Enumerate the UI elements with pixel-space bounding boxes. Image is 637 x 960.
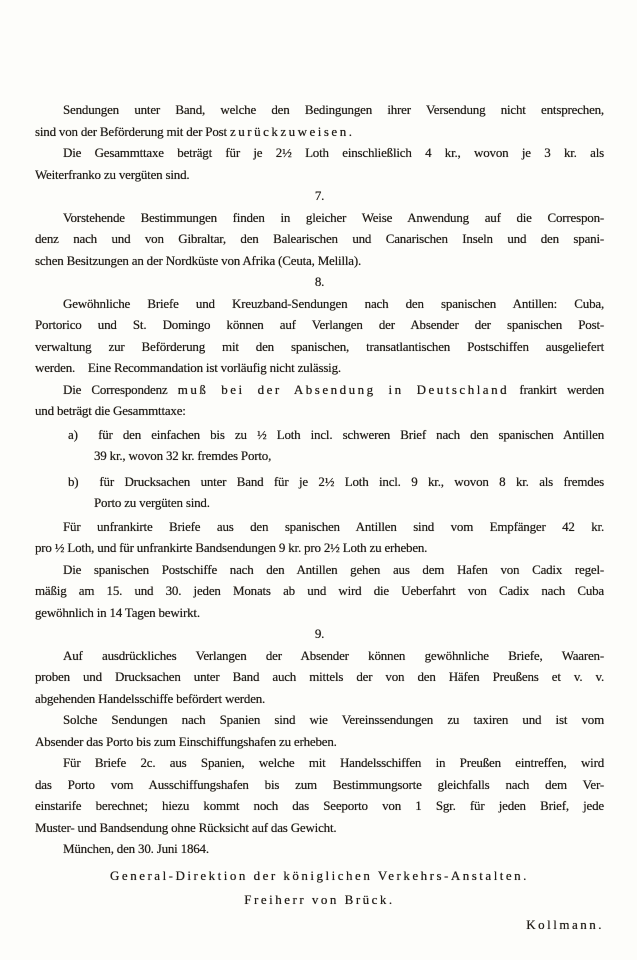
text-segment: Für Briefe 2c. aus Spanien, welche mit Handelsschiffen in Preußen eintreffen, wird <box>63 755 604 770</box>
text-segment: Absender das Porto bis zum Einschiffungshafen zu erheben. <box>35 733 337 749</box>
para-frankatur <box>35 379 604 422</box>
signature-countersign <box>35 914 604 936</box>
para-antillen <box>35 293 604 379</box>
text-line <box>35 492 604 514</box>
text-line <box>35 336 604 358</box>
text-segment: Die Gesammttaxe beträgt für je 2½ Loth einschließlich 4 kr., wovon je 3 kr. als <box>63 145 604 160</box>
letterspaced-text: Freiherr von Brück. <box>244 892 395 907</box>
text-segment: 9. <box>314 626 325 641</box>
text-line <box>35 471 604 493</box>
text-line <box>35 537 604 559</box>
text-segment: Solche Sendungen nach Spanien sind wie Vereinssendungen zu taxiren und ist vom <box>63 712 604 727</box>
heading-section-9 <box>35 623 604 645</box>
text-segment: pro ½ Loth, und für unfrankirte Bandsendungen 9 kr. pro 2½ Loth zu erheben. <box>35 540 428 555</box>
text-segment: werden. Eine Recommandation ist vorläufig nicht zulässig. <box>35 360 341 375</box>
text-line <box>35 314 604 336</box>
text-line <box>35 817 604 839</box>
text-line <box>35 731 604 753</box>
text-line <box>35 688 604 710</box>
document-body <box>35 0 604 935</box>
text-segment: denz nach und von Gibraltar, den Balearischen und Canarischen Inseln und den spani- <box>35 231 604 246</box>
text-segment: abgehenden Handelsschiffe befördert werden. <box>35 690 266 706</box>
text-segment: frankirt werden <box>509 381 604 397</box>
text-segment: Portorico und St. Domingo können auf Verlangen der Absender der spanischen Post- <box>35 317 604 332</box>
text-line <box>35 559 604 581</box>
text-line <box>35 207 604 229</box>
text-line <box>35 666 604 688</box>
text-segment: das Porto vom Ausschiffungshafen bis zum Bestimmungsorte gleichfalls nach dem Ver- <box>35 776 604 792</box>
text-line <box>35 400 604 422</box>
text-line <box>35 645 604 667</box>
letterspaced-text: muß bei der Absendung in Deutschland <box>177 381 510 397</box>
text-segment: mäßig am 15. und 30. jeden Monats ab und wird die Ueberfahrt von Cadix nach Cuba <box>35 583 604 598</box>
para-gibraltar <box>35 207 604 272</box>
letterspaced-text: General-Direktion der königlichen Verkehrs-Anstalten. <box>110 867 529 883</box>
text-segment: Für unfrankirte Briefe aus den spanischen Antillen sind vom Empfänger 42 kr. <box>63 518 604 534</box>
text-segment: Weiterfranko zu vergüten sind. <box>35 166 190 182</box>
text-segment: Gewöhnliche Briefe und Kreuzband-Sendungen nach den spanischen Antillen: Cuba, <box>63 295 604 311</box>
text-line <box>35 293 604 315</box>
text-line <box>35 357 604 379</box>
heading-section-7 <box>35 185 604 207</box>
text-line <box>35 838 604 860</box>
text-line <box>35 914 604 936</box>
para-gesammttaxe <box>35 142 604 185</box>
text-line <box>35 121 604 143</box>
heading-section-8 <box>35 271 604 293</box>
para-band-rueckweisung <box>35 99 604 142</box>
signature-authority <box>35 865 604 887</box>
text-line <box>35 709 604 731</box>
text-segment: Die Correspondenz <box>63 381 178 397</box>
text-segment: 8. <box>314 274 325 289</box>
text-segment: und beträgt die Gesammttaxe: <box>35 403 186 418</box>
text-line <box>35 185 604 207</box>
text-segment: b) für Drucksachen unter Band für je 2½ Loth incl. 9 kr., wovon 8 kr. als fremdes <box>68 473 604 489</box>
text-segment: Porto zu vergüten sind. <box>94 495 210 510</box>
text-line <box>35 795 604 817</box>
text-segment: . <box>348 123 352 139</box>
text-line <box>35 445 604 467</box>
text-segment: Die spanischen Postschiffe nach den Antillen gehen aus dem Hafen von Cadix regel- <box>63 561 604 577</box>
text-line <box>35 774 604 796</box>
text-line <box>35 164 604 186</box>
letterspaced-text: Kollmann. <box>526 916 604 932</box>
text-line <box>35 424 604 446</box>
para-postschiffe-cadix <box>35 559 604 624</box>
para-handelsschiffe <box>35 645 604 710</box>
text-segment: Vorstehende Bestimmungen finden in gleicher Weise Anwendung auf die Correspon- <box>63 209 604 225</box>
text-segment: gewöhnlich in 14 Tagen bewirkt. <box>35 604 200 620</box>
text-line <box>35 889 604 911</box>
text-segment: 39 kr., wovon 32 kr. fremdes Porto, <box>94 448 272 463</box>
text-segment: Sendungen unter Band, welche den Bedingungen ihrer Versendung nicht entsprechen, <box>63 102 604 117</box>
text-segment: verwaltung zur Beförderung mit den spanischen, transatlantischen Postschiffen ausgeliefert <box>35 338 604 354</box>
letterspaced-text: zurückzuweisen <box>229 123 349 139</box>
text-line <box>35 865 604 887</box>
list-item-a <box>35 424 604 467</box>
text-line <box>35 623 604 645</box>
text-segment: München, den 30. Juni 1864. <box>63 841 209 856</box>
dateline <box>35 838 604 860</box>
text-segment: schen Besitzungen an der Nordküste von Afrika (Ceuta, Melilla). <box>35 252 362 268</box>
signature-name <box>35 889 604 911</box>
text-line <box>35 142 604 164</box>
text-segment: Auf ausdrückliches Verlangen der Absender können gewöhnliche Briefe, Waaren- <box>63 647 604 663</box>
text-line <box>35 752 604 774</box>
para-vereinssendungen <box>35 709 604 752</box>
text-line <box>35 99 604 121</box>
text-line <box>35 250 604 272</box>
text-line <box>35 516 604 538</box>
para-seeporto <box>35 752 604 838</box>
text-segment: Muster- und Bandsendung ohne Rücksicht auf das Gewicht. <box>35 819 337 835</box>
text-line <box>35 580 604 602</box>
text-segment: 7. <box>314 188 325 203</box>
text-segment: einstarife berechnet; hiezu kommt noch das Seeporto von 1 Sgr. für jeden Brief, jede <box>35 798 604 813</box>
text-line <box>35 271 604 293</box>
text-line <box>35 602 604 624</box>
para-unfrankirte <box>35 516 604 559</box>
text-line <box>35 379 604 401</box>
text-segment: a) für den einfachen bis zu ½ Loth incl. schweren Brief nach den spanischen Antillen <box>68 426 604 442</box>
text-segment: sind von der Beförderung mit der Post <box>35 123 230 139</box>
text-segment: proben und Drucksachen unter Band auch mittels der von den Häfen Preußens et v. v. <box>35 669 604 684</box>
list-item-b <box>35 471 604 514</box>
text-line <box>35 228 604 250</box>
